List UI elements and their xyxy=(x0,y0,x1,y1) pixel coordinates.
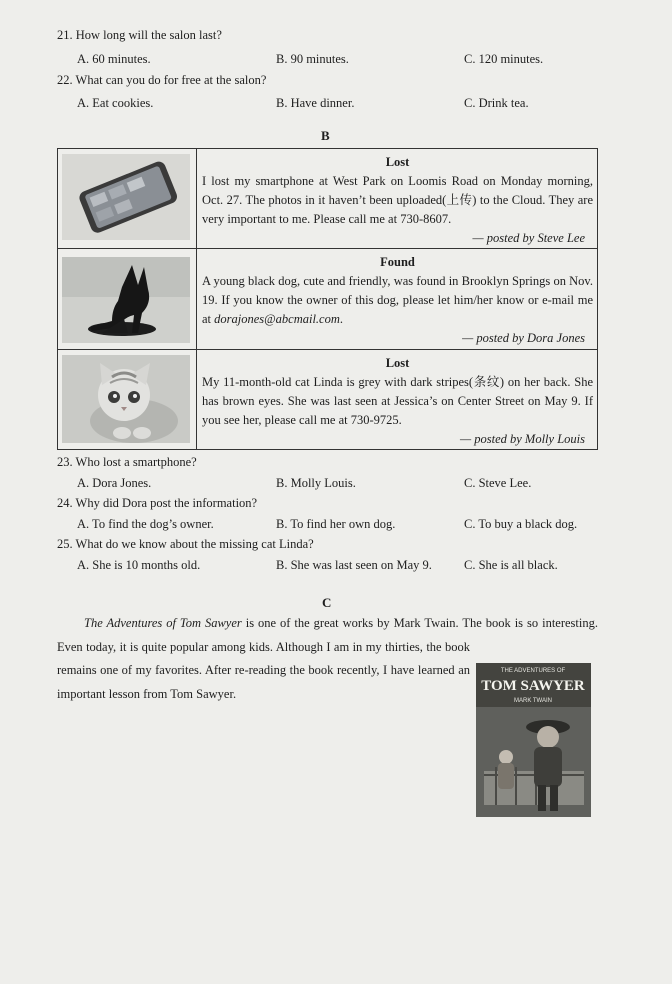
q25-option-c: C. She is all black. xyxy=(464,558,558,572)
q24-option-c: C. To buy a black dog. xyxy=(464,517,578,531)
section-b-heading: B xyxy=(321,128,330,143)
notice-2-email: dorajones@abcmail.com xyxy=(214,312,340,326)
q25-option-a: A. She is 10 months old. xyxy=(77,558,201,572)
notice-3-image-cell xyxy=(58,350,197,450)
passage-paragraph-1: The Adventures of Tom Sawyer is one of the great works by Mark Twain. The book is so interesting. Even today, it is quite popular among kids. Although I am in my thirties, the book remains one of my favorites. After re-reading the book recently, I have learned an important lesson from Tom Sawyer. xyxy=(57,616,598,701)
q23-option-c: C. Steve Lee. xyxy=(464,476,532,490)
q23-option-a: A. Dora Jones. xyxy=(77,476,152,490)
passage-c xyxy=(57,612,598,706)
notice-3-text xyxy=(197,350,598,450)
notice-1-title: Lost xyxy=(385,155,410,169)
book-title: TOM SAWYER xyxy=(481,678,585,694)
notice-2-body: A young black dog, cute and friendly, was found in Brooklyn Springs on Nov. 19. If you know the owner of this dog, please let him/her know or e-mail me at dorajones@abcmail.com. xyxy=(202,274,593,326)
notice-2-image-cell xyxy=(58,249,197,350)
q22-option-c: C. Drink tea. xyxy=(464,96,529,110)
notice-1-signature: — posted by Steve Lee xyxy=(472,231,585,245)
q25-option-b: B. She was last seen on May 9. xyxy=(276,558,432,572)
book-author: MARK TWAIN xyxy=(513,698,553,704)
notice-1-text xyxy=(197,149,598,249)
kitten-photo xyxy=(62,355,190,443)
book-title-italic: The Adventures of Tom Sawyer xyxy=(84,616,242,630)
q21-option-c: C. 120 minutes. xyxy=(464,52,544,66)
book-top-line: THE ADVENTURES OF xyxy=(500,668,566,674)
notice-3-body: My 11-month-old cat Linda is grey with dark stripes(条纹) on her back. She has brown eyes. She was last seen at Jessica’s on Center Street on May 9. If you see her, please call me at 730-9725. xyxy=(202,375,593,427)
notice-1-image-cell xyxy=(58,149,197,249)
question-21: 21. How long will the salon last? xyxy=(57,28,222,42)
q23-option-b: B. Molly Louis. xyxy=(276,476,356,490)
smartphone-photo xyxy=(62,154,190,240)
notice-3-signature: — posted by Molly Louis xyxy=(460,432,585,446)
notice-2-signature: — posted by Dora Jones xyxy=(462,331,585,345)
question-24: 24. Why did Dora post the information? xyxy=(57,496,258,510)
notice-2-title: Found xyxy=(380,255,415,269)
black-dog-photo xyxy=(62,257,190,343)
q22-option-b: B. Have dinner. xyxy=(276,96,355,110)
q24-option-a: A. To find the dog’s owner. xyxy=(77,517,214,531)
question-23: 23. Who lost a smartphone? xyxy=(57,455,197,469)
question-22: 22. What can you do for free at the salon? xyxy=(57,73,267,87)
q21-option-b: B. 90 minutes. xyxy=(276,52,349,66)
notice-table xyxy=(57,148,598,450)
notice-2-text xyxy=(197,249,598,350)
q24-option-b: B. To find her own dog. xyxy=(276,517,396,531)
notice-3-title: Lost xyxy=(385,356,410,370)
q21-option-a: A. 60 minutes. xyxy=(77,52,151,66)
section-c-heading: C xyxy=(322,595,332,610)
notice-1-body: I lost my smartphone at West Park on Loomis Road on Monday morning, Oct. 27. The photos in it haven’t been uploaded(上传) to the Cloud. They are very important to me. Please call me at 730-8607. xyxy=(202,174,593,226)
question-25: 25. What do we know about the missing cat Linda? xyxy=(57,537,314,551)
q22-option-a: A. Eat cookies. xyxy=(77,96,154,110)
